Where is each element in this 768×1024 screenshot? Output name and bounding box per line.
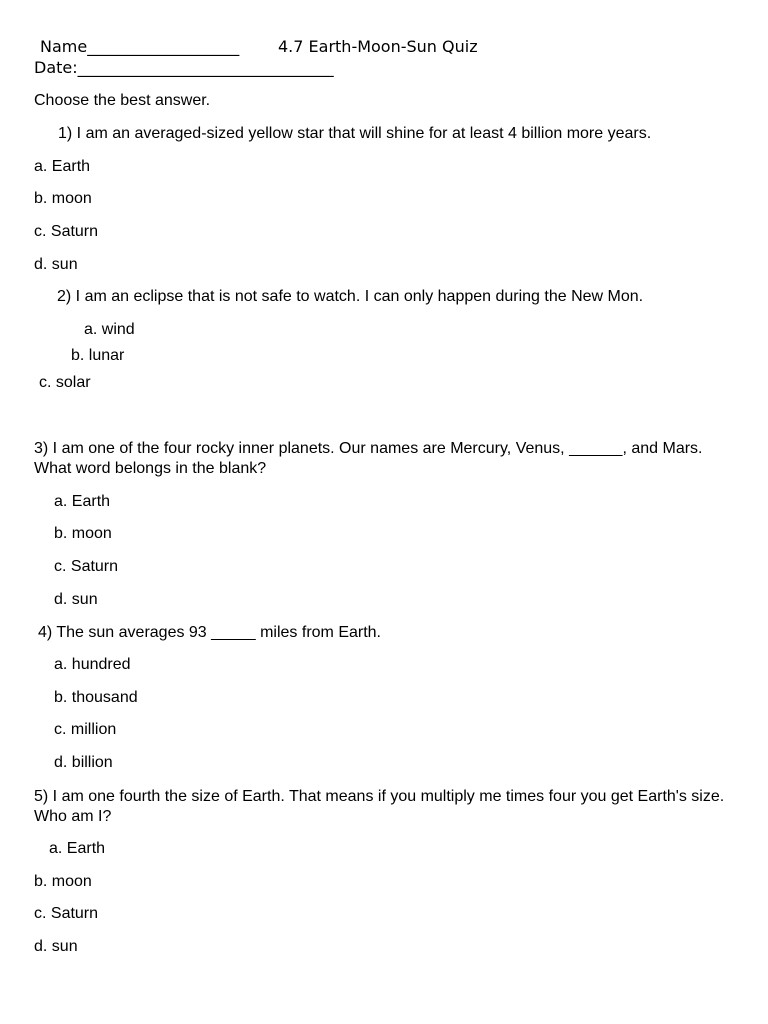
q2-option-b: b. lunar xyxy=(71,347,125,364)
q5-option-c: c. Saturn xyxy=(34,905,99,922)
instructions: Choose the best answer. xyxy=(34,92,211,109)
q3-option-c: c. Saturn xyxy=(54,558,119,575)
question-3: 3) I am one of the four rocky inner planets. Our names are Mercury, Venus, ______, and Mars. What word belongs in the blank? xyxy=(34,440,703,477)
q4-option-d: d. billion xyxy=(54,754,113,771)
q1-option-a: a. Earth xyxy=(34,158,91,175)
question-4: 4) The sun averages 93 _____ miles from Earth. xyxy=(38,624,381,641)
question-1: 1) I am an averaged-sized yellow star that will shine for at least 4 billion more years. xyxy=(58,125,652,142)
question-2: 2) I am an eclipse that is not safe to watch. I can only happen during the New Mon. xyxy=(57,288,644,305)
q4-option-a: a. hundred xyxy=(54,656,131,673)
q2-option-c: c. solar xyxy=(39,374,91,391)
q4-option-b: b. thousand xyxy=(54,689,138,706)
q1-option-c: c. Saturn xyxy=(34,223,99,240)
q4-option-c: c. million xyxy=(54,721,117,738)
q1-option-d: d. sun xyxy=(34,256,78,273)
q3-option-a: a. Earth xyxy=(54,493,111,510)
q5-option-b: b. moon xyxy=(34,873,92,890)
question-5: 5) I am one fourth the size of Earth. That means if you multiply me times four you get Earth's size. Who am I? xyxy=(34,788,725,825)
q1-option-b: b. moon xyxy=(34,190,92,207)
name-line: Name___________________ xyxy=(40,37,240,56)
q5-option-a: a. Earth xyxy=(49,840,106,857)
q5-option-d: d. sun xyxy=(34,938,78,955)
q3-option-d: d. sun xyxy=(54,591,98,608)
quiz-title: 4.7 Earth-Moon-Sun Quiz xyxy=(278,37,478,56)
q3-option-b: b. moon xyxy=(54,525,112,542)
date-line: Date:________________________________ xyxy=(34,58,334,77)
q2-option-a: a. wind xyxy=(84,321,135,338)
